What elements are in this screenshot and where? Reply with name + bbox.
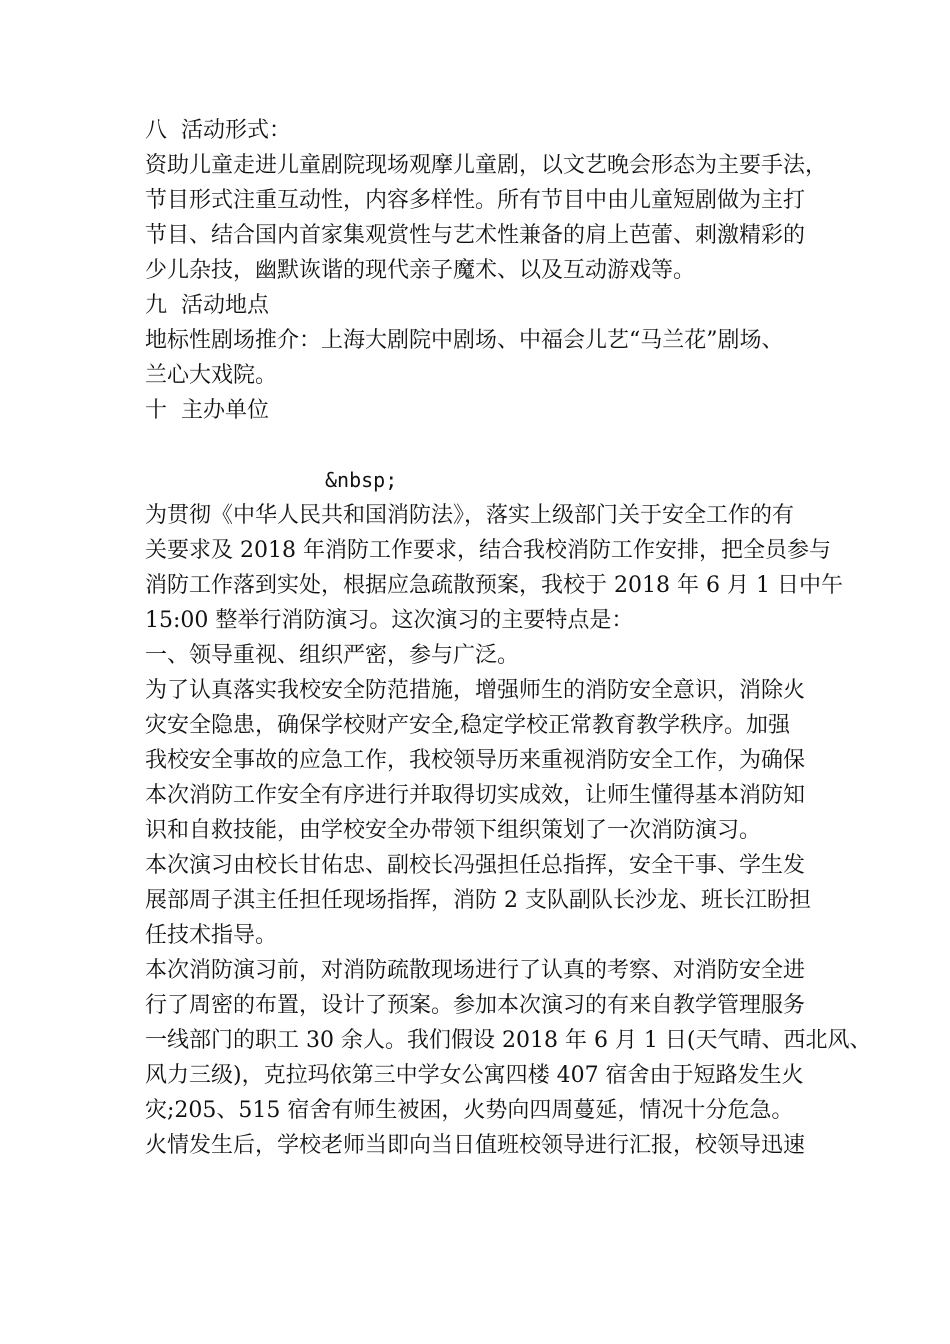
paragraph-line: 展部周子淇主任担任现场指挥，消防 2 支队副队长沙龙、班长江盼担 xyxy=(145,888,811,913)
paragraph-line: 消防工作落到实处，根据应急疏散预案，我校于 2018 年 6 月 1 日中午 xyxy=(145,573,843,598)
paragraph-line: 为贯彻《中华人民共和国消防法》，落实上级部门关于安全工作的有 xyxy=(145,503,795,528)
paragraph-line: 为了认真落实我校安全防范措施，增强师生的消防安全意识，消除火 xyxy=(145,678,806,703)
paragraph-line: 本次消防演习前，对消防疏散现场进行了认真的考察、对消防安全进 xyxy=(145,958,806,983)
nbsp-text: &nbsp; xyxy=(325,468,398,492)
paragraph-line: 节目形式注重互动性，内容多样性。所有节目中由儿童短剧做为主打 xyxy=(145,188,806,213)
paragraph-line: 我校安全事故的应急工作，我校领导历来重视消防安全工作，为确保 xyxy=(145,748,806,773)
paragraph-line: 识和自救技能，由学校安全办带领下组织策划了一次消防演习。 xyxy=(145,818,762,843)
paragraph-line: 行了周密的布置，设计了预案。参加本次演习的有来自教学管理服务 xyxy=(145,993,806,1018)
paragraph-line: 资助儿童走进儿童剧院现场观摩儿童剧，以文艺晚会形态为主要手法， xyxy=(145,153,828,178)
paragraph-line: 任技术指导。 xyxy=(145,923,278,948)
paragraph-line: 15:00 整举行消防演习。这次演习的主要特点是： xyxy=(145,608,634,633)
paragraph-line: 风力三级)，克拉玛依第三中学女公寓四楼 407 宿舍由于短路发生火 xyxy=(145,1063,804,1088)
blank-line xyxy=(145,428,825,463)
paragraph-line: 一线部门的职工 30 余人。我们假设 2018 年 6 月 1 日(天气晴、西北风、 xyxy=(145,1028,872,1053)
paragraph-line: 少儿杂技，幽默诙谐的现代亲子魔术、以及互动游戏等。 xyxy=(145,258,696,283)
paragraph-line: 地标性剧场推介：上海大剧院中剧场、中福会儿艺“马兰花”剧场、 xyxy=(145,328,784,353)
paragraph-line: 节目、结合国内首家集观赏性与艺术性兼备的肩上芭蕾、刺激精彩的 xyxy=(145,223,806,248)
paragraph-line: 本次消防工作安全有序进行并取得切实成效，让师生懂得基本消防知 xyxy=(145,783,806,808)
paragraph-line: 兰心大戏院。 xyxy=(145,363,278,388)
paragraph-line: 关要求及 2018 年消防工作要求，结合我校消防工作安排，把全员参与 xyxy=(145,538,831,563)
document-page xyxy=(145,113,872,1163)
paragraph-line: 本次演习由校长甘佑忠、副校长冯强担任总指挥，安全干事、学生发 xyxy=(145,853,806,878)
paragraph-line: 灾安全隐患，确保学校财产安全,稳定学校正常教育教学秩序。加强 xyxy=(145,713,790,738)
paragraph-line: 火情发生后，学校老师当即向当日值班校领导进行汇报，校领导迅速 xyxy=(145,1133,806,1158)
paragraph-line: 灾;205、515 宿舍有师生被困，火势向四周蔓延，情况十分危急。 xyxy=(145,1098,794,1123)
section-heading-activity-location: 九 活动地点 xyxy=(145,293,269,318)
section-heading-organizer: 十 主办单位 xyxy=(145,398,269,423)
section-heading-activity-form: 八 活动形式： xyxy=(145,118,291,143)
section-heading-leadership: 一、领导重视、组织严密，参与广泛。 xyxy=(145,643,520,668)
